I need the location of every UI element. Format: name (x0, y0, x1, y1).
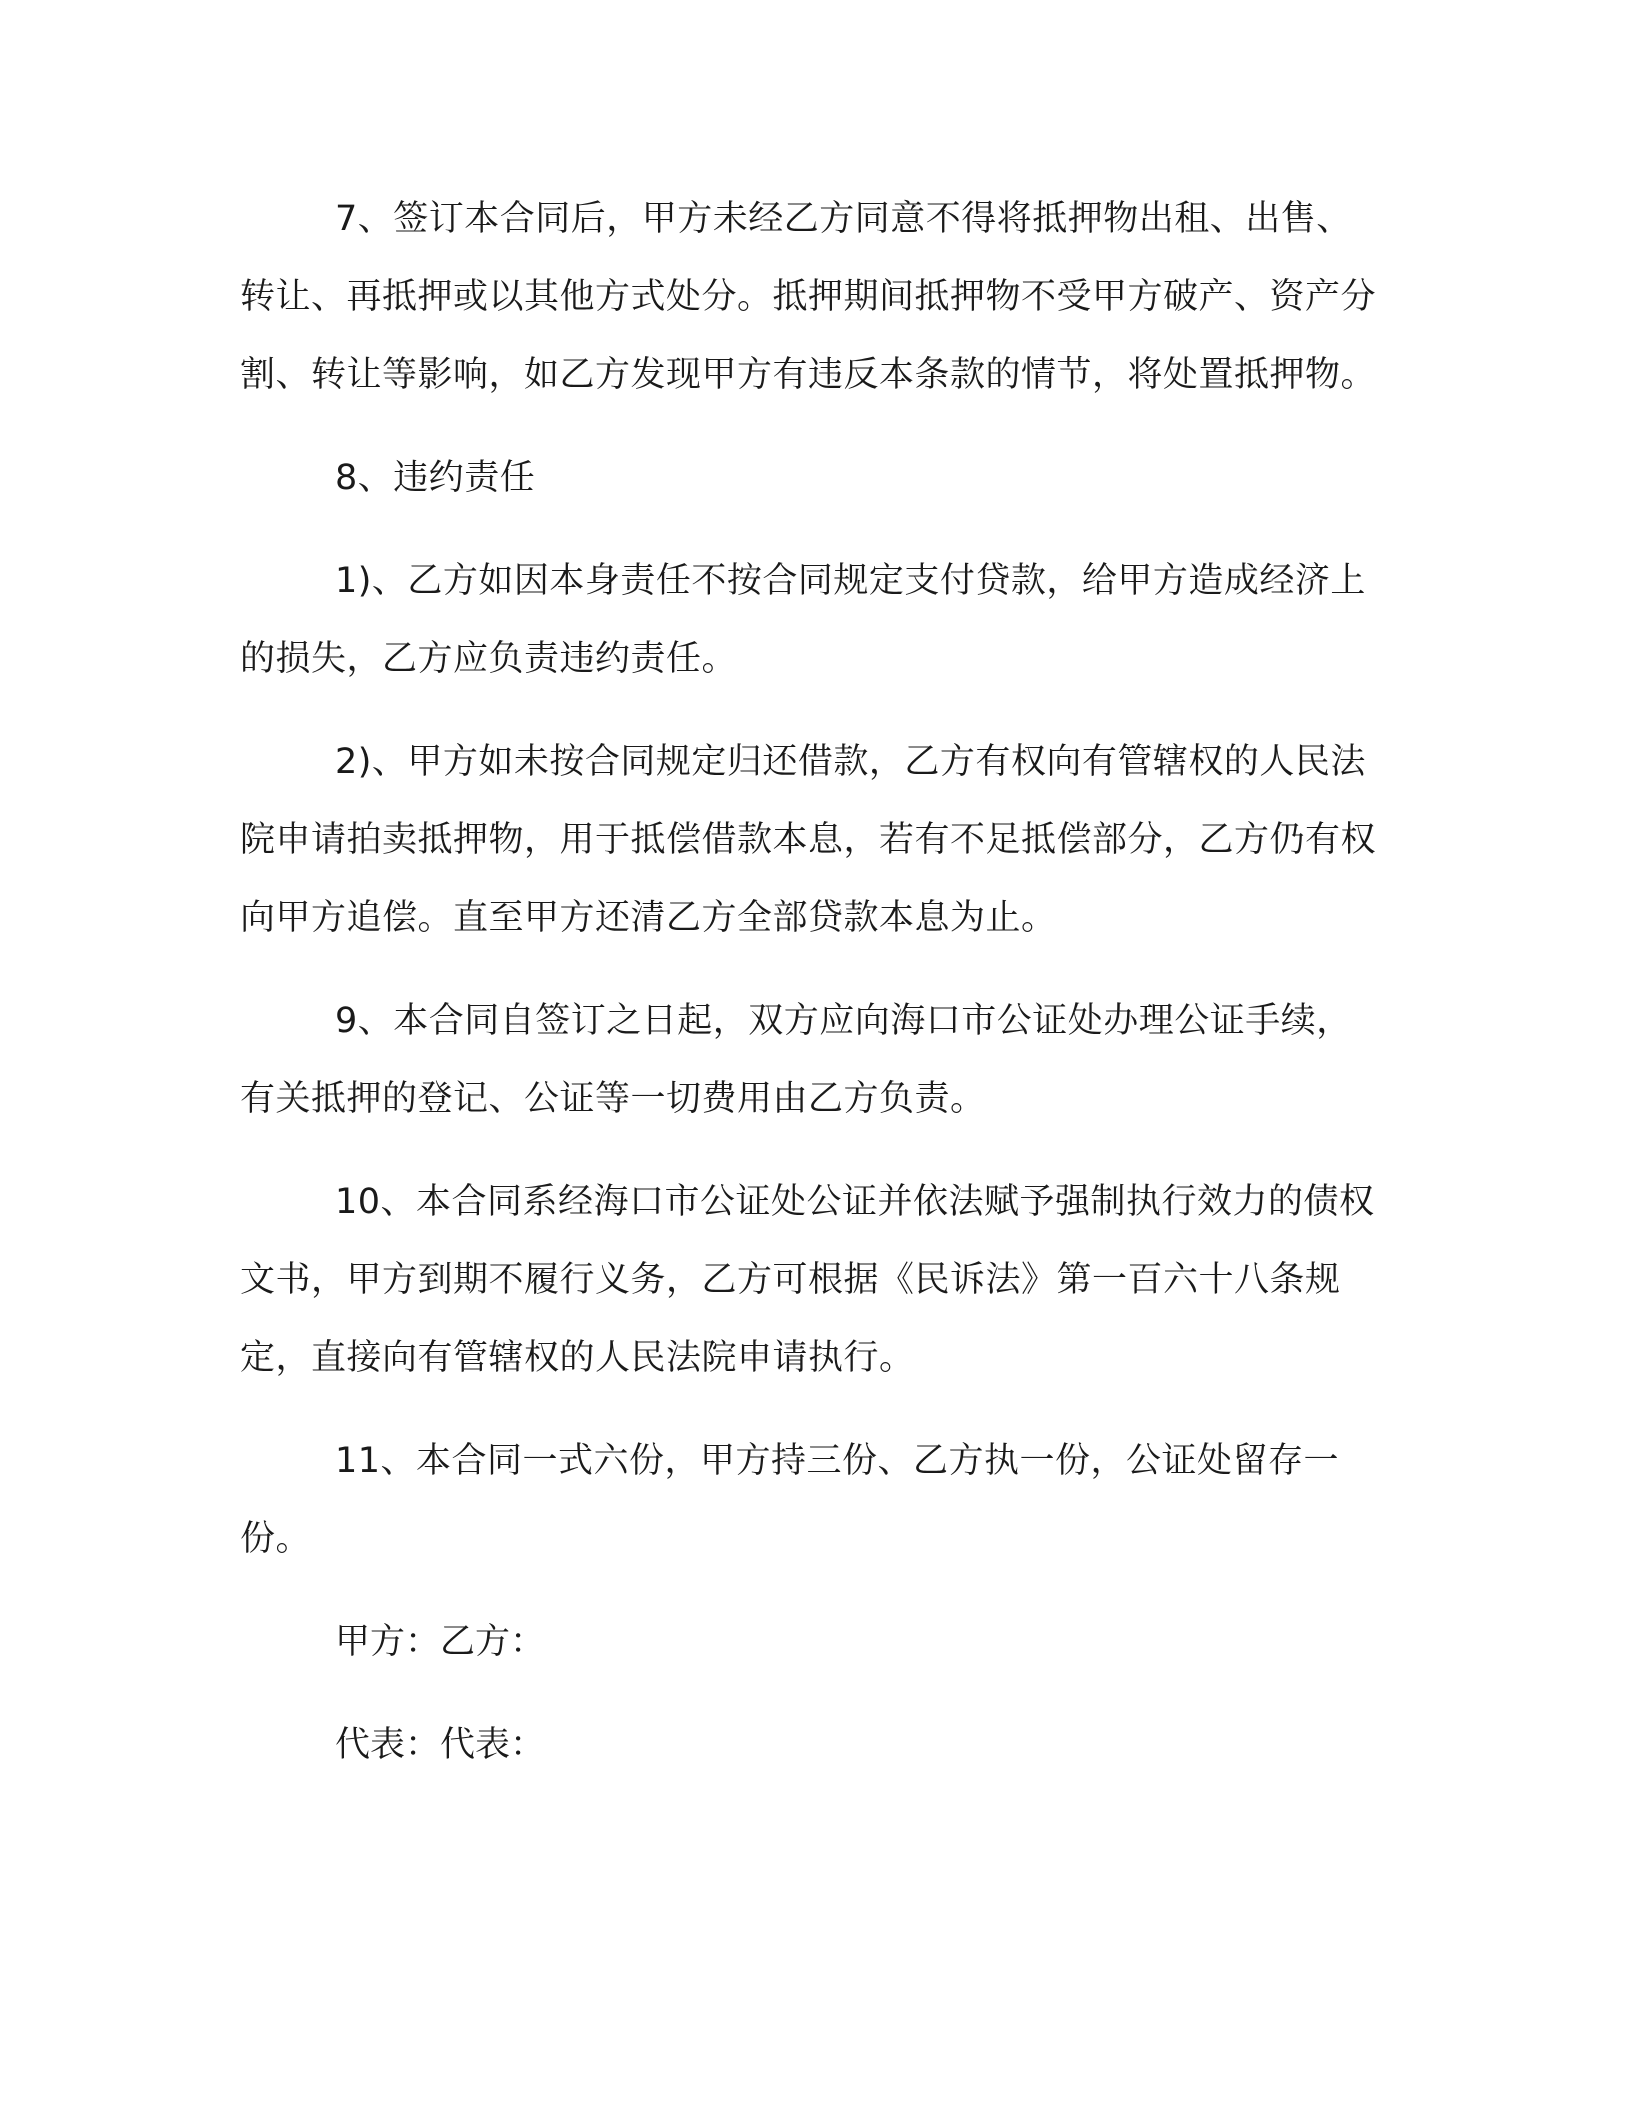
signature-party-line: 甲方：乙方： (335, 1622, 546, 1662)
document-body (240, 180, 1380, 1809)
clause-8-item-2: 2)、甲方如未按合同规定归还借款，乙方有权向有管辖权的人民法院申请拍卖抵押物，用于抵偿借款本息，若有不足抵偿部分，乙方仍有权向甲方追偿。直至甲方还清乙方全部贷款本息为止。 (240, 742, 1377, 938)
clause-9: 9、本合同自签订之日起，双方应向海口市公证处办理公证手续，有关抵押的登记、公证等一切费用由乙方负责。 (240, 1001, 1352, 1119)
signature-representative-line: 代表：代表： (335, 1725, 546, 1765)
clause-8-item-1: 1)、乙方如因本身责任不按合同规定支付贷款，给甲方造成经济上的损失，乙方应负责违约责任。 (240, 561, 1366, 679)
clause-10: 10、本合同系经海口市公证处公证并依法赋予强制执行效力的债权文书，甲方到期不履行义务，乙方可根据《民诉法》第一百六十八条规定，直接向有管辖权的人民法院申请执行。 (240, 1182, 1375, 1378)
clause-7: 7、签订本合同后，甲方未经乙方同意不得将抵押物出租、出售、转让、再抵押或以其他方式处分。抵押期间抵押物不受甲方破产、资产分割、转让等影响，如乙方发现甲方有违反本条款的情节，将处置抵押物。 (240, 199, 1377, 395)
clause-11: 11、本合同一式六份，甲方持三份、乙方执一份，公证处留存一份。 (240, 1441, 1340, 1559)
clause-8-heading: 8、违约责任 (335, 458, 536, 498)
